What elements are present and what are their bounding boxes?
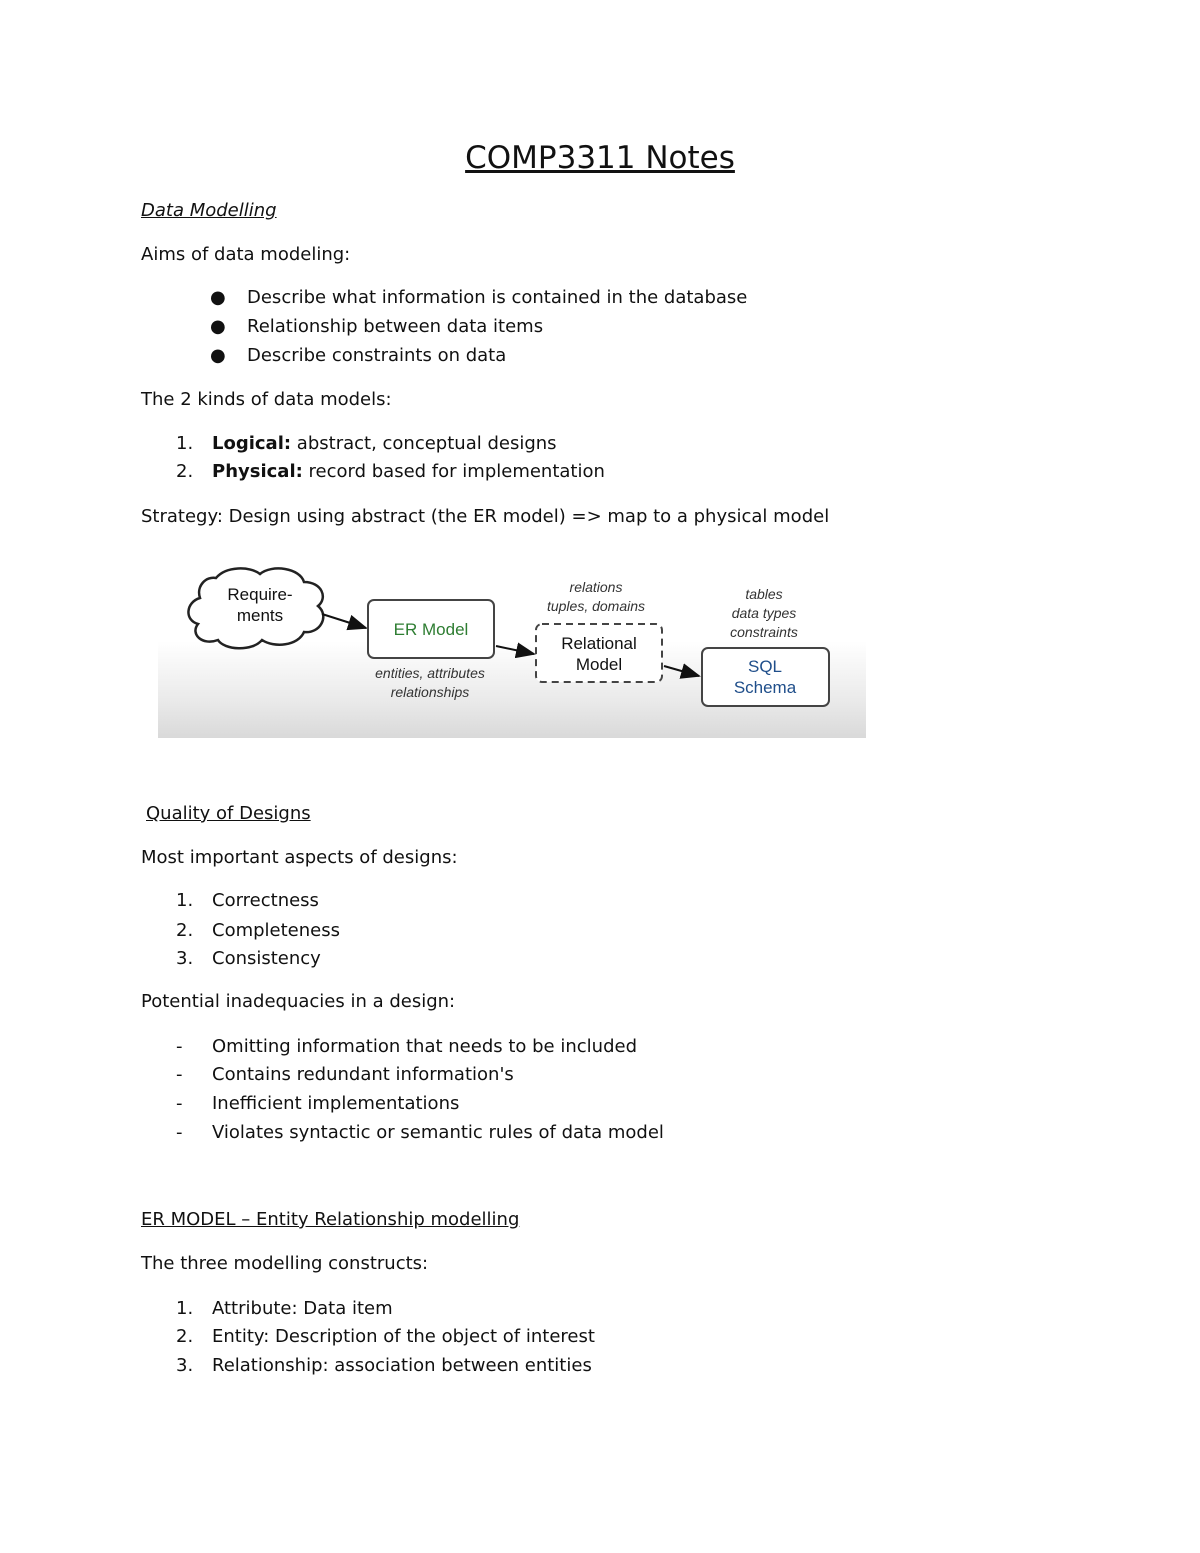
er-model-label: ER Model	[393, 620, 469, 639]
term-label: Physical:	[212, 461, 303, 482]
list-item: Relationship between data items	[247, 316, 544, 337]
list-number: 2.	[176, 1326, 194, 1347]
bullet-icon: ●	[210, 345, 226, 366]
list-number: 3.	[176, 1355, 194, 1376]
dash-icon: -	[176, 1122, 183, 1143]
list-item: Entity: Description of the object of interest	[212, 1326, 595, 1347]
list-item: Violates syntactic or semantic rules of data model	[212, 1122, 664, 1143]
sql-label-line1: SQL	[747, 657, 783, 676]
kinds-intro: The 2 kinds of data models:	[141, 389, 392, 410]
aspects-intro: Most important aspects of designs:	[141, 847, 458, 868]
list-number: 1.	[176, 890, 194, 911]
inadequacies-intro: Potential inadequacies in a design:	[141, 991, 456, 1012]
constructs-intro: The three modelling constructs:	[141, 1253, 429, 1274]
data-modelling-diagram	[158, 562, 866, 738]
sql-label-line2: Schema	[733, 678, 797, 697]
section-heading-quality: Quality of Designs	[146, 803, 311, 824]
relational-label-line1: Relational	[561, 634, 637, 653]
term-label: Logical:	[212, 433, 292, 454]
dash-icon: -	[176, 1036, 183, 1057]
list-item: Consistency	[212, 948, 321, 969]
er-caption-line2: relationships	[390, 684, 470, 700]
dash-icon: -	[176, 1093, 183, 1114]
cloud-label-line2: ments	[236, 606, 284, 625]
arrow-relational-to-sql	[664, 666, 699, 676]
aims-intro: Aims of data modeling:	[141, 244, 351, 265]
relational-label-line2: Model	[575, 655, 623, 674]
diagram-svg	[158, 562, 866, 738]
list-item: Omitting information that needs to be included	[212, 1036, 637, 1057]
list-number: 1.	[176, 433, 194, 454]
list-item: Completeness	[212, 920, 340, 941]
relational-caption-line2: tuples, domains	[546, 598, 646, 614]
cloud-label-line1: Require-	[227, 585, 293, 604]
list-number: 2.	[176, 920, 194, 941]
list-item: Contains redundant information's	[212, 1064, 514, 1085]
bullet-icon: ●	[210, 287, 226, 308]
list-item: Inefficient implementations	[212, 1093, 460, 1114]
term-description: record based for implementation	[302, 461, 605, 482]
list-item: Describe constraints on data	[247, 345, 507, 366]
list-item: Correctness	[212, 890, 319, 911]
sql-caption-line2: data types	[731, 605, 797, 621]
relational-caption-line1: relations	[569, 579, 623, 595]
dash-icon: -	[176, 1064, 183, 1085]
list-item: Describe what information is contained in the database	[247, 287, 748, 308]
page-title: COMP3311 Notes	[465, 140, 735, 176]
list-number: 2.	[176, 461, 194, 482]
list-number: 1.	[176, 1298, 194, 1319]
strategy-text: Strategy: Design using abstract (the ER model) => map to a physical model	[141, 506, 830, 527]
sql-caption-line3: constraints	[730, 624, 798, 640]
list-item	[212, 461, 605, 482]
list-item: Attribute: Data item	[212, 1298, 393, 1319]
list-item: Relationship: association between entities	[212, 1355, 592, 1376]
list-item	[212, 433, 557, 454]
arrow-cloud-to-er	[322, 614, 366, 628]
term-description: abstract, conceptual designs	[291, 433, 557, 454]
er-caption-line1: entities, attributes	[375, 665, 485, 681]
list-number: 3.	[176, 948, 194, 969]
bullet-icon: ●	[210, 316, 226, 337]
section-heading-data-modelling: Data Modelling	[141, 200, 277, 221]
arrow-er-to-relational	[496, 646, 534, 654]
section-heading-er-model: ER MODEL – Entity Relationship modelling	[141, 1209, 520, 1230]
sql-caption-line1: tables	[745, 586, 783, 602]
